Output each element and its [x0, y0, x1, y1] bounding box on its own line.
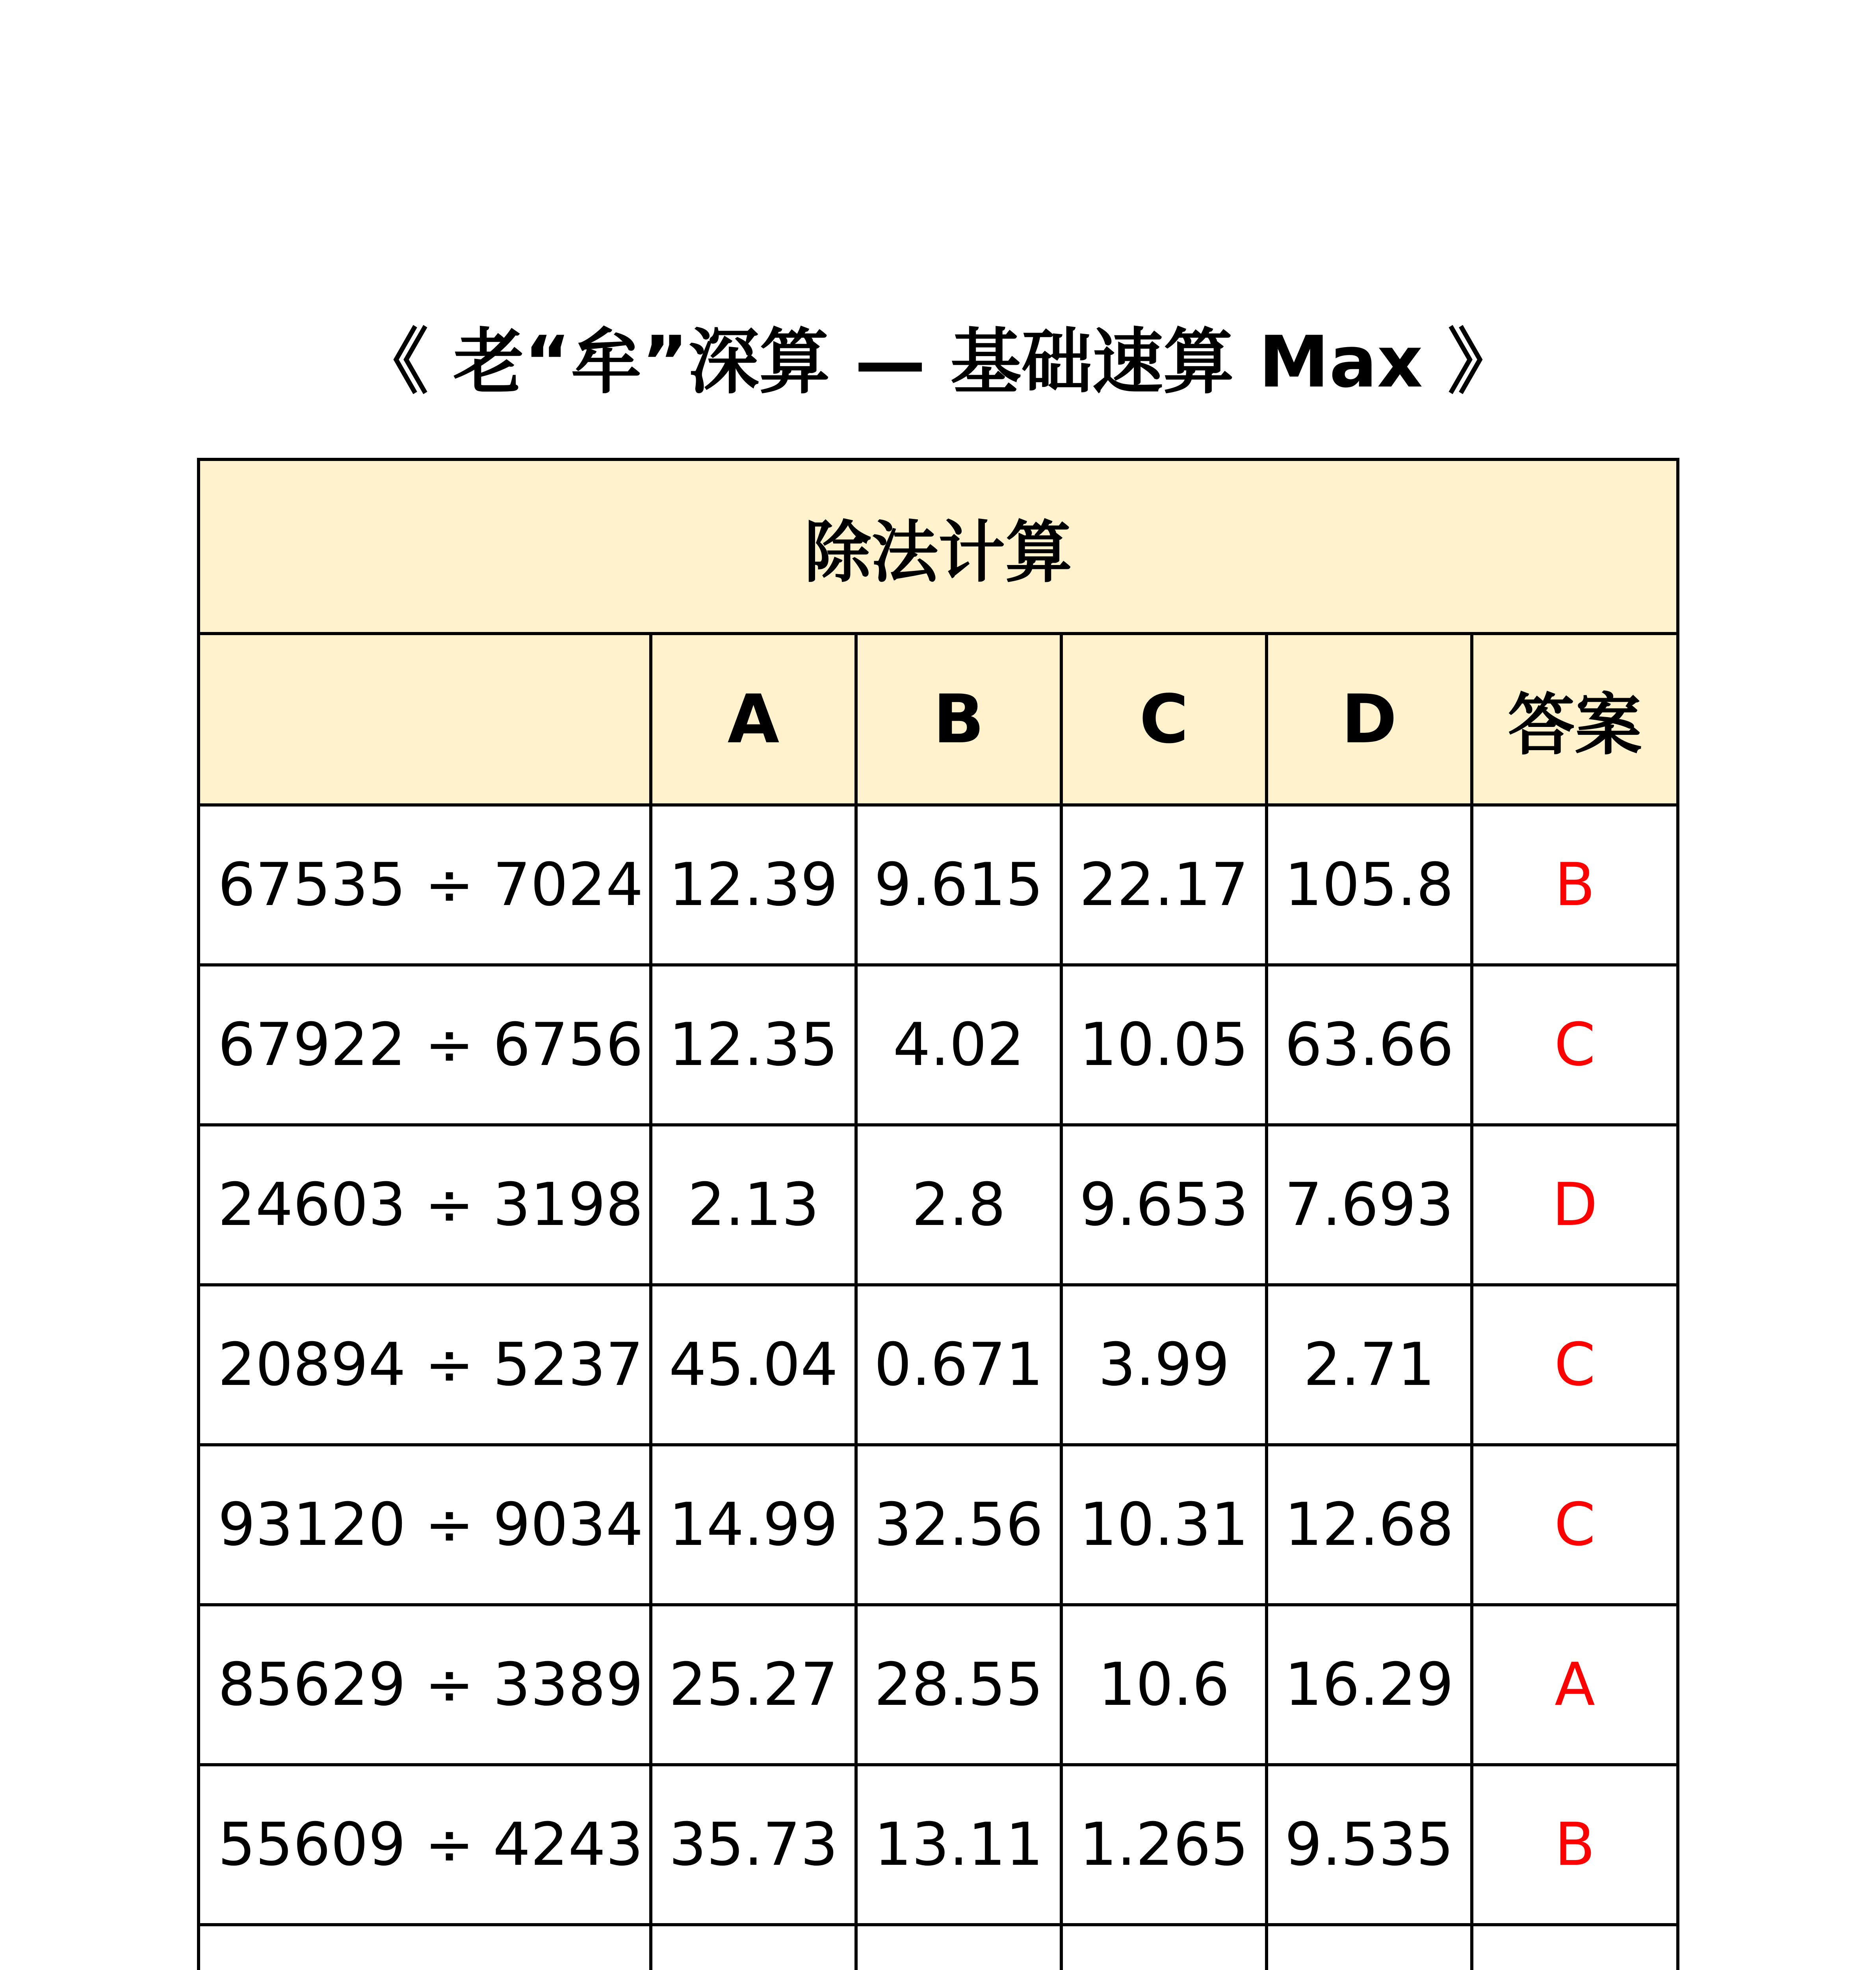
expression-cell: 67535 ÷ 7024 [199, 805, 651, 965]
table-row [199, 965, 1678, 1125]
table-row [199, 1125, 1678, 1285]
answer-cell: C [1472, 1285, 1678, 1445]
answer-cell: A [1472, 1605, 1678, 1765]
expression-cell: 85629 ÷ 3389 [199, 1605, 651, 1765]
section-title-row [199, 459, 1678, 634]
table-row [199, 1445, 1678, 1605]
option-d-cell: 63.66 [1267, 965, 1472, 1125]
division-table [197, 458, 1679, 1970]
expression-cell: 93120 ÷ 9034 [199, 1445, 651, 1605]
option-a-cell: 35.73 [651, 1765, 856, 1925]
answer-cell: C [1472, 965, 1678, 1125]
header-answer: 答案 [1472, 634, 1678, 805]
option-b-cell: 13.11 [856, 1765, 1061, 1925]
section-title: 除法计算 [199, 459, 1678, 634]
expression-cell: 67922 ÷ 6756 [199, 965, 651, 1125]
option-c-cell: 10.6 [1061, 1605, 1267, 1765]
option-b-cell: 32.56 [856, 1445, 1061, 1605]
option-c-cell: 1.265 [1061, 1765, 1267, 1925]
option-c-cell: 3.99 [1061, 1285, 1267, 1445]
option-a-cell: 2.13 [651, 1125, 856, 1285]
option-b-cell: 0.671 [856, 1285, 1061, 1445]
option-c-cell: 10.31 [1061, 1445, 1267, 1605]
expression-cell: 20894 ÷ 5237 [199, 1285, 651, 1445]
header-option-d: D [1267, 634, 1472, 805]
option-b-cell: 2.8 [856, 1125, 1061, 1285]
column-header-row [199, 634, 1678, 805]
header-option-b: B [856, 634, 1061, 805]
page-title: 《 老“牟”深算 — 基础速算 Max 》 [357, 321, 1519, 403]
header-option-a: A [651, 634, 856, 805]
option-d-cell: 12.68 [1267, 1445, 1472, 1605]
table-row [199, 1285, 1678, 1445]
option-a-cell: 12.35 [651, 965, 856, 1125]
table-row [199, 1925, 1678, 1970]
option-c-cell: 22.17 [1061, 805, 1267, 965]
table-row [199, 805, 1678, 965]
option-a-cell [651, 1925, 856, 1970]
option-d-cell: 9.535 [1267, 1765, 1472, 1925]
option-a-cell: 25.27 [651, 1605, 856, 1765]
option-a-cell: 45.04 [651, 1285, 856, 1445]
option-b-cell: 9.615 [856, 805, 1061, 965]
answer-cell [1472, 1925, 1678, 1970]
option-d-cell [1267, 1925, 1472, 1970]
header-expression [199, 634, 651, 805]
option-d-cell: 16.29 [1267, 1605, 1472, 1765]
header-option-c: C [1061, 634, 1267, 805]
option-b-cell: 28.55 [856, 1605, 1061, 1765]
option-b-cell [856, 1925, 1061, 1970]
option-d-cell: 7.693 [1267, 1125, 1472, 1285]
option-a-cell: 12.39 [651, 805, 856, 965]
expression-cell: 24603 ÷ 3198 [199, 1125, 651, 1285]
option-a-cell: 14.99 [651, 1445, 856, 1605]
answer-cell: C [1472, 1445, 1678, 1605]
answer-cell: D [1472, 1125, 1678, 1285]
expression-cell: 55609 ÷ 4243 [199, 1765, 651, 1925]
expression-cell [199, 1925, 651, 1970]
option-d-cell: 2.71 [1267, 1285, 1472, 1445]
option-b-cell: 4.02 [856, 965, 1061, 1125]
answer-cell: B [1472, 1765, 1678, 1925]
table-row [199, 1765, 1678, 1925]
option-c-cell: 9.653 [1061, 1125, 1267, 1285]
option-d-cell: 105.8 [1267, 805, 1472, 965]
option-c-cell: 10.05 [1061, 965, 1267, 1125]
answer-cell: B [1472, 805, 1678, 965]
option-c-cell [1061, 1925, 1267, 1970]
table-row [199, 1605, 1678, 1765]
